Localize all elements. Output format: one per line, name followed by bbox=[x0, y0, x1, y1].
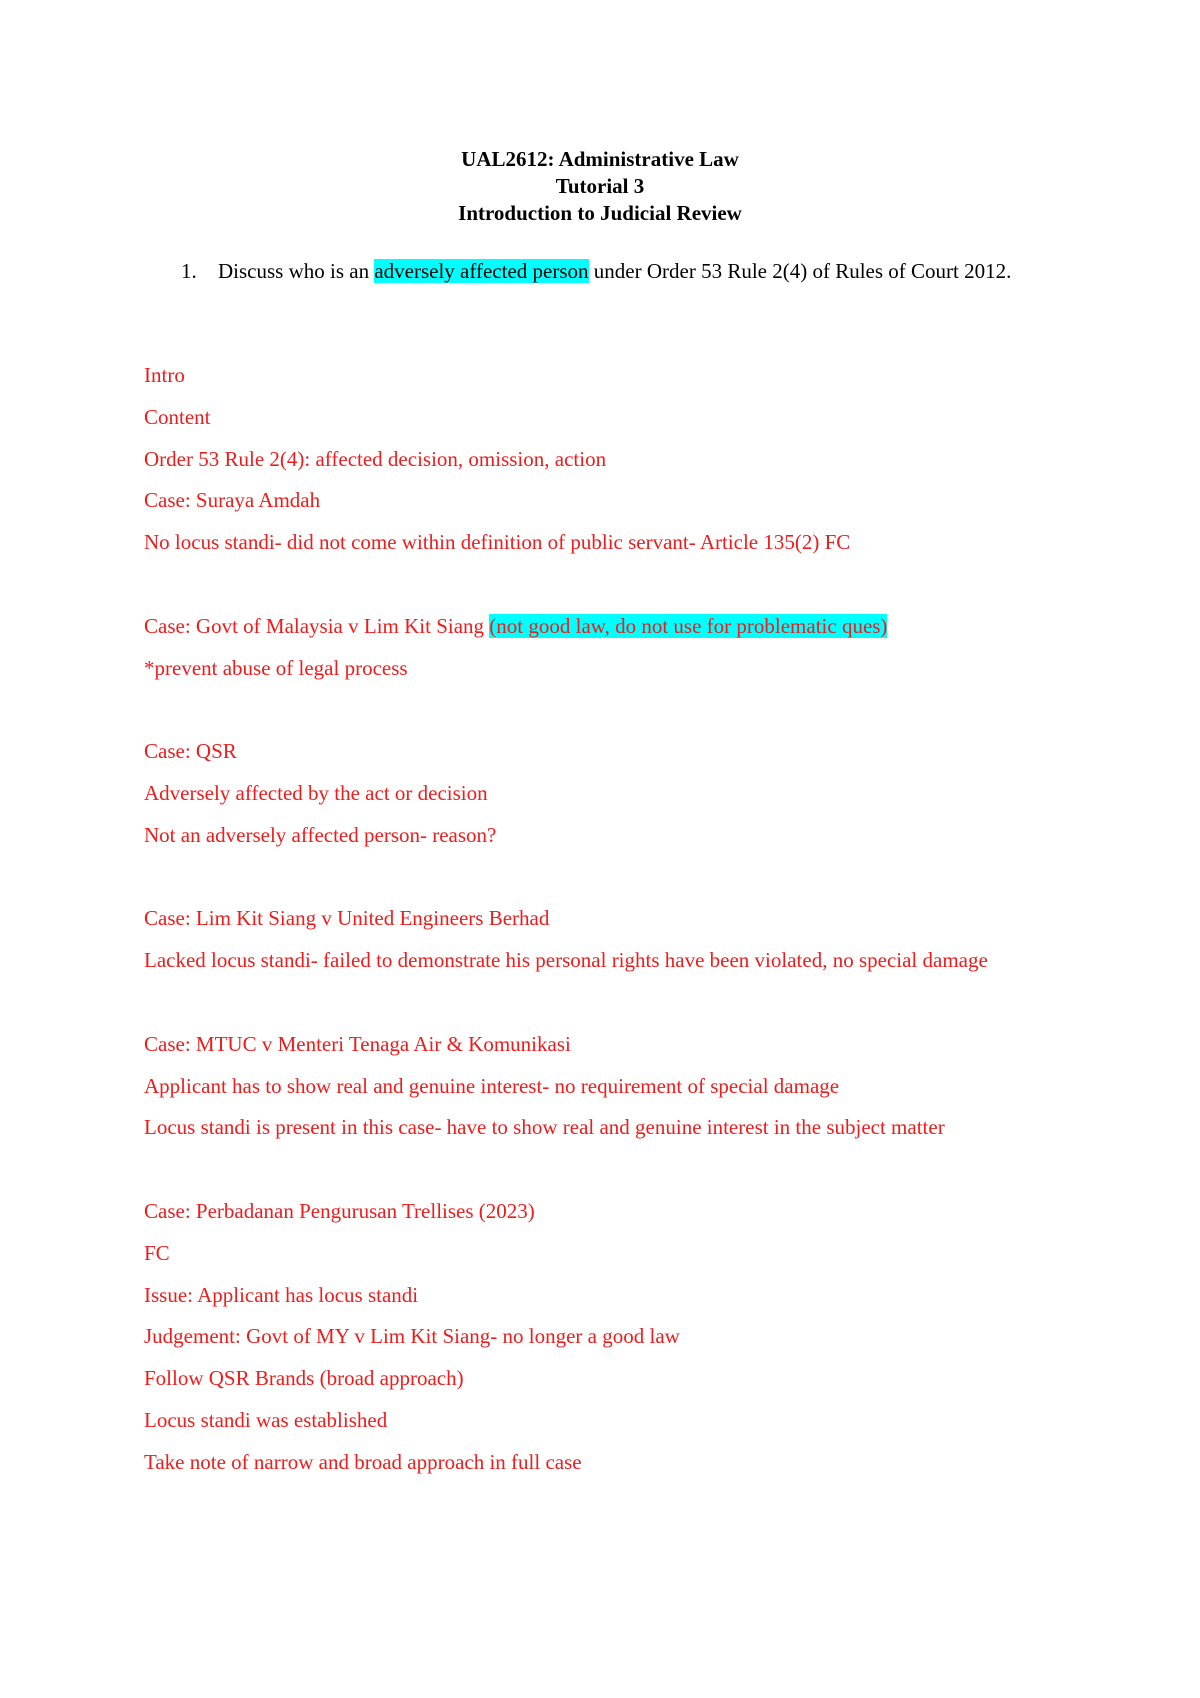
question-text bbox=[218, 258, 1041, 285]
tutorial-title: Tutorial 3 bbox=[555, 174, 645, 198]
note-case-govt bbox=[144, 606, 1060, 648]
note-case-qsr: Case: QSR bbox=[144, 739, 237, 764]
note-case-lks-ueb: Case: Lim Kit Siang v United Engineers Berhad bbox=[144, 906, 550, 931]
blank-line bbox=[144, 564, 1060, 606]
note-order-rule: Order 53 Rule 2(4): affected decision, omission, action bbox=[144, 446, 607, 471]
answer-notes bbox=[144, 355, 1060, 1484]
note-lks-ueb-detail: Lacked locus standi- failed to demonstrate his personal rights have been violated, no special damage bbox=[144, 948, 988, 973]
note-trellises-judgement: Judgement: Govt of MY v Lim Kit Siang- no longer a good law bbox=[144, 1324, 680, 1349]
note-trellises-issue: Issue: Applicant has locus standi bbox=[144, 1282, 419, 1307]
blank-line bbox=[144, 689, 1060, 731]
note-govt-detail: *prevent abuse of legal process bbox=[144, 655, 408, 680]
note-content: Content bbox=[144, 404, 211, 429]
question-highlight: adversely affected person bbox=[374, 259, 589, 283]
note-trellises-result: Locus standi was established bbox=[144, 1407, 388, 1432]
topic-title: Introduction to Judicial Review bbox=[458, 201, 742, 225]
note-case-mtuc: Case: MTUC v Menteri Tenaga Air & Komunikasi bbox=[144, 1031, 571, 1056]
case-govt-highlight: (not good law, do not use for problematic ques) bbox=[489, 613, 888, 638]
title-block bbox=[0, 146, 1200, 227]
note-mtuc-detail-2: Locus standi is present in this case- have to show real and genuine interest in the subject matter bbox=[144, 1115, 945, 1140]
note-trellises-court: FC bbox=[144, 1240, 170, 1265]
question-text-after: under Order 53 Rule 2(4) of Rules of Court 2012. bbox=[588, 259, 1012, 283]
question-number: 1. bbox=[181, 259, 197, 283]
blank-line bbox=[144, 982, 1060, 1024]
blank-line bbox=[144, 857, 1060, 899]
note-suraya-detail: No locus standi- did not come within definition of public servant- Article 135(2) FC bbox=[144, 530, 851, 555]
question-1 bbox=[181, 258, 1041, 285]
blank-line bbox=[144, 1149, 1060, 1191]
note-mtuc-detail-1: Applicant has to show real and genuine interest- no requirement of special damage bbox=[144, 1073, 840, 1098]
note-case-trellises: Case: Perbadanan Pengurusan Trellises (2023) bbox=[144, 1198, 535, 1223]
case-govt-text: Case: Govt of Malaysia v Lim Kit Siang bbox=[144, 613, 490, 638]
note-intro: Intro bbox=[144, 363, 185, 387]
question-text-before: Discuss who is an bbox=[218, 259, 375, 283]
note-case-suraya: Case: Suraya Amdah bbox=[144, 488, 321, 513]
note-qsr-detail-1: Adversely affected by the act or decision bbox=[144, 780, 488, 805]
note-trellises-takenote: Take note of narrow and broad approach in full case bbox=[144, 1449, 582, 1474]
course-title: UAL2612: Administrative Law bbox=[461, 147, 739, 171]
note-trellises-follow: Follow QSR Brands (broad approach) bbox=[144, 1366, 464, 1391]
note-qsr-detail-2: Not an adversely affected person- reason? bbox=[144, 822, 497, 847]
